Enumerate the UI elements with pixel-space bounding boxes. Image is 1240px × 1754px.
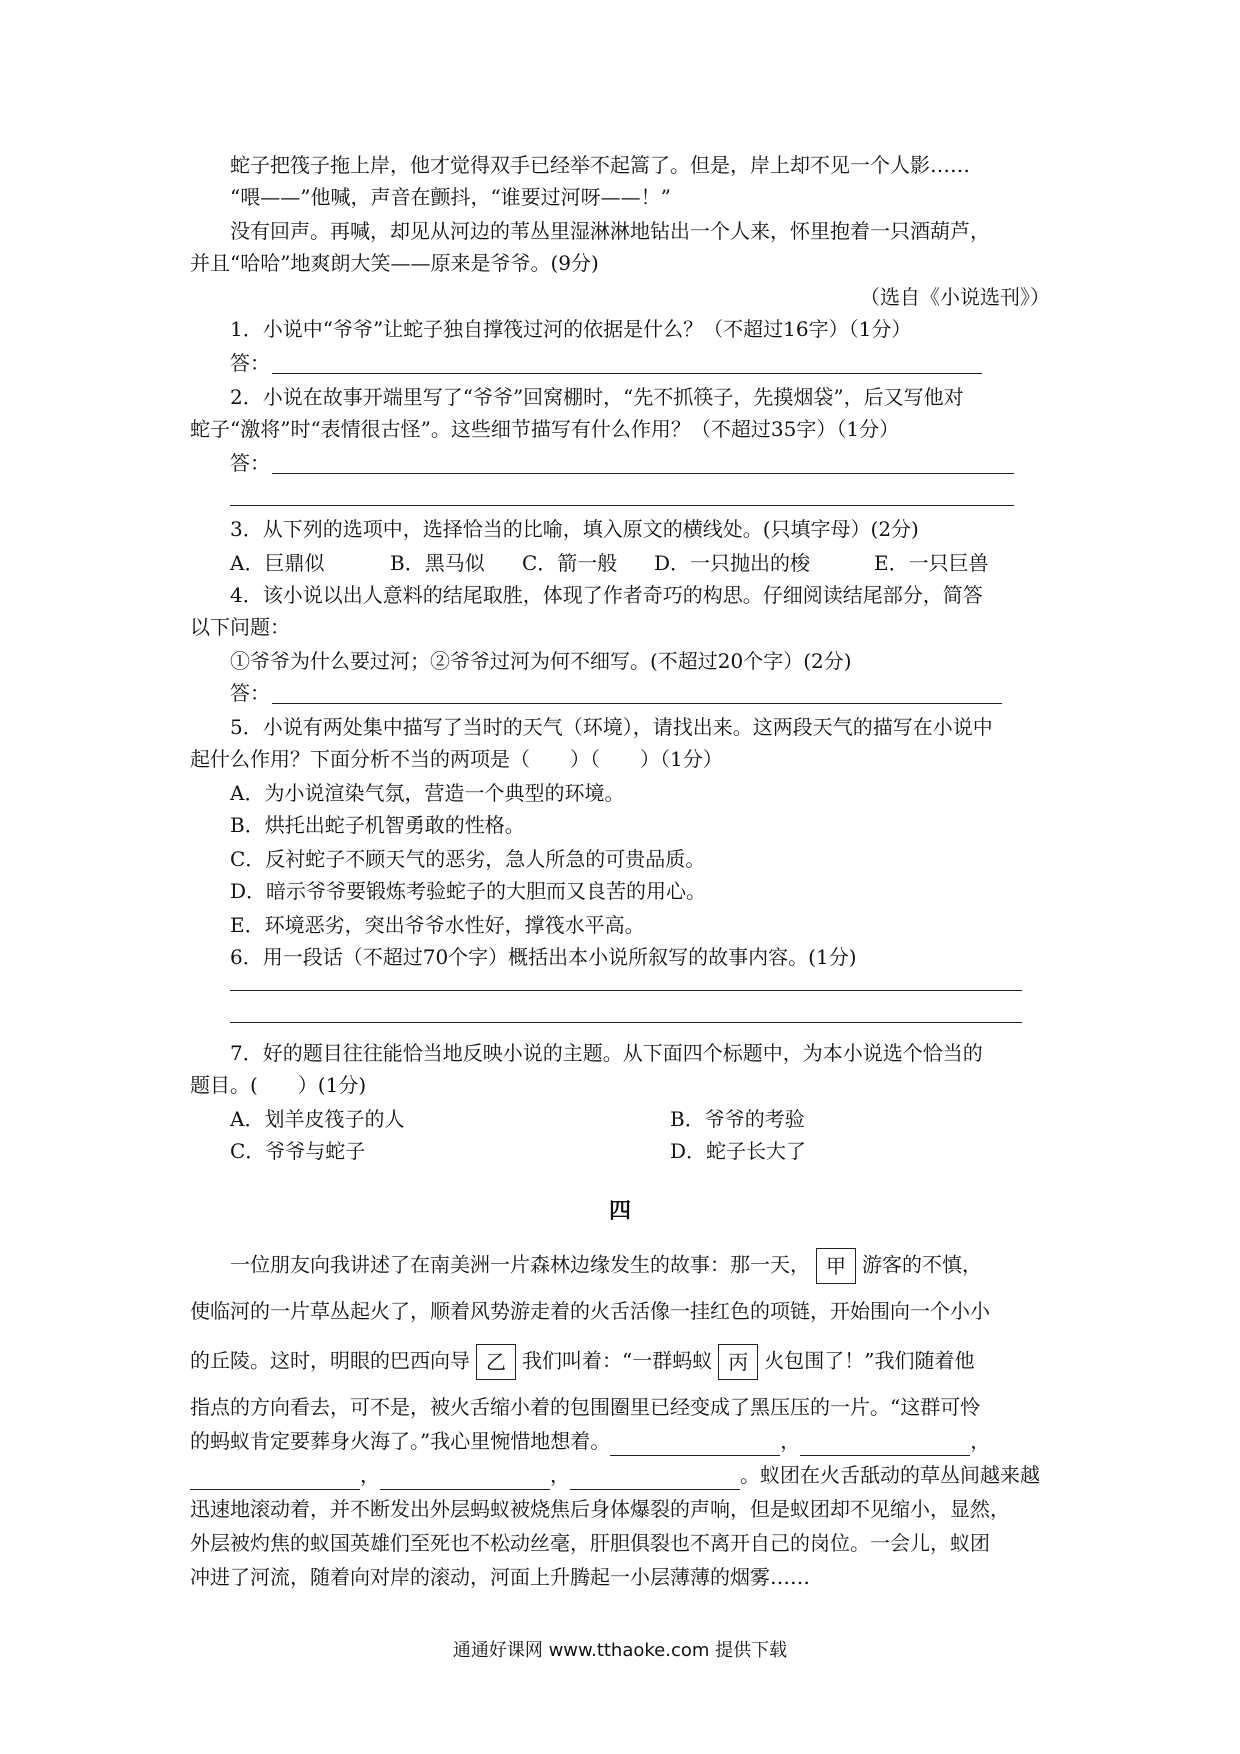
question-3: 3．从下列的选项中，选择恰当的比喻，填入原文的横线处。(只填字母）(2分) [230, 517, 919, 541]
q5-option-c: C．反衬蛇子不顾天气的恶劣，急人所急的可贵品质。 [230, 847, 706, 871]
answer-line-q2-2 [230, 505, 1014, 506]
section4-line-3-text-a: 的丘陵。这时，明眼的巴西向导 [190, 1348, 470, 1373]
story-paragraph-3-line-2: 并且“哈哈”地爽朗大笑——原来是爷爷。(9分) [190, 251, 599, 275]
answer-label-q4: 答： [230, 681, 270, 705]
section4-line-3-text-c: 火包围了！”我们随着他 [764, 1348, 975, 1373]
question-7-line-2: 题目。( ）(1分) [190, 1073, 367, 1097]
fill-blank-5 [570, 1467, 740, 1490]
question-5-line-2: 起什么作用？下面分析不当的两项是（ ）（ ）（1分） [190, 747, 723, 771]
fill-blank-4 [380, 1467, 550, 1490]
answer-line-q1 [272, 373, 982, 374]
q3-option-a: A．巨鼎似 [230, 551, 325, 575]
section4-line-4: 指点的方向看去，可不是，被火舌缩小着的包围圈里已经变成了黑压压的一片。“这群可怜 [190, 1395, 981, 1419]
q5-option-d: D．暗示爷爷要锻炼考验蛇子的大胆而又良苦的用心。 [230, 879, 707, 903]
section4-line-1-text-a: 一位朋友向我讲述了在南美洲一片森林边缘发生的故事：那一天， [230, 1252, 810, 1277]
section4-line-3-text-b: 我们叫着：“一群蚂蚁 [522, 1348, 713, 1373]
question-2-line-2: 蛇子“激将”时“表情很古怪”。这些细节描写有什么作用？（不超过35字）（1分） [190, 417, 900, 441]
q3-option-b: B．黑马似 [390, 551, 485, 575]
story-paragraph-2: “喂——”他喊，声音在颤抖，“谁要过河呀——！” [230, 185, 671, 209]
question-3-options [230, 548, 1110, 578]
q7-option-b: B．爷爷的考验 [670, 1107, 805, 1131]
page-footer: 通通好课网 www.tthaoke.com 提供下载 [452, 1640, 788, 1661]
q7-option-d: D．蛇子长大了 [670, 1139, 807, 1163]
q7-option-c: C．爷爷与蛇子 [230, 1139, 366, 1163]
section4-line-7: 迅速地滚动着，并不断发出外层蚂蚁被烧焦后身体爆裂的声响，但是蚁团却不见缩小，显然， [190, 1497, 1010, 1521]
blank-box-yi: 乙 [476, 1344, 516, 1380]
q5-option-b: B．烘托出蛇子机智勇敢的性格。 [230, 813, 525, 837]
question-1: 1．小说中“爷爷”让蛇子独自撑筏过河的依据是什么？（不超过16字）（1分） [230, 317, 912, 341]
question-5-line-1: 5．小说有两处集中描写了当时的天气（环境），请找出来。这两段天气的描写在小说中 [230, 715, 993, 739]
comma-1: ， [780, 1429, 801, 1453]
story-paragraph-3-line-1: 没有回声。再喊，却见从河边的苇丛里湿淋淋地钻出一个人来，怀里抱着一只酒葫芦， [230, 219, 990, 243]
answer-line-q6-1 [230, 990, 1022, 991]
section4-line-6-text: 。蚁团在火舌舐动的草丛间越来越 [740, 1463, 1040, 1487]
section4-line-2: 使临河的一片草丛起火了，顺着风势游走着的火舌活像一挂红色的项链，开始围向一个小小 [190, 1299, 990, 1323]
section4-line-5 [190, 1426, 1070, 1456]
question-4-line-1: 4．该小说以出人意料的结尾取胜，体现了作者奇巧的构思。仔细阅读结尾部分，简答 [230, 583, 983, 607]
section4-line-9: 冲进了河流，随着向对岸的滚动，河面上升腾起一小层薄薄的烟雾…… [190, 1565, 810, 1589]
section-heading: 四 [608, 1198, 631, 1224]
section4-line-5-text: 的蚂蚁肯定要葬身火海了。”我心里惋惜地想着。 [190, 1429, 611, 1453]
blank-box-jia: 甲 [816, 1248, 856, 1284]
answer-line-q6-2 [230, 1022, 1022, 1023]
q7-option-a: A．划羊皮筏子的人 [230, 1107, 405, 1131]
comma-2: ， [970, 1429, 991, 1453]
answer-label-q2: 答： [230, 451, 270, 475]
fill-blank-1 [610, 1433, 780, 1456]
section4-line-1-text-b: 游客的不慎， [862, 1252, 982, 1277]
section4-line-1 [230, 1248, 1110, 1284]
section4-line-3 [190, 1344, 1070, 1380]
comma-3: ， [360, 1463, 380, 1487]
question-4-line-2: 以下问题： [190, 615, 290, 639]
q5-option-a: A．为小说渲染气氛，营造一个典型的环境。 [230, 781, 625, 805]
story-source: （选自《小说选刊》） [860, 285, 1050, 309]
fill-blank-2 [800, 1433, 970, 1456]
comma-4: ， [550, 1463, 570, 1487]
question-4-line-3: ①爷爷为什么要过河；②爷爷过河为何不细写。(不超过20个字）(2分) [230, 649, 852, 673]
blank-box-bing: 丙 [718, 1344, 758, 1380]
answer-label-q1: 答： [230, 351, 270, 375]
q3-option-c: C．箭一般 [522, 551, 618, 575]
story-paragraph-1: 蛇子把筏子拖上岸，他才觉得双手已经举不起篙了。但是，岸上却不见一个人影…… [230, 153, 970, 177]
question-6: 6．用一段话（不超过70个字）概括出本小说所叙写的故事内容。(1分) [230, 945, 857, 969]
fill-blank-3 [190, 1467, 360, 1490]
question-2-line-1: 2．小说在故事开端里写了“爷爷”回窝棚时，“先不抓筷子，先摸烟袋”，后又写他对 [230, 385, 964, 409]
answer-line-q2-1 [272, 473, 1014, 474]
answer-line-q4 [272, 703, 1002, 704]
section4-line-8: 外层被灼焦的蚁国英雄们至死也不松动丝毫，肝胆俱裂也不离开自己的岗位。一会儿，蚁团 [190, 1531, 990, 1555]
q3-option-d: D．一只抛出的梭 [654, 551, 811, 575]
q3-option-e: E．一只巨兽 [874, 551, 989, 575]
question-7-line-1: 7．好的题目往往能恰当地反映小说的主题。从下面四个标题中，为本小说选个恰当的 [230, 1041, 983, 1065]
section4-line-6 [190, 1460, 1070, 1490]
q5-option-e: E．环境恶劣，突出爷爷水性好，撑筏水平高。 [230, 913, 645, 937]
